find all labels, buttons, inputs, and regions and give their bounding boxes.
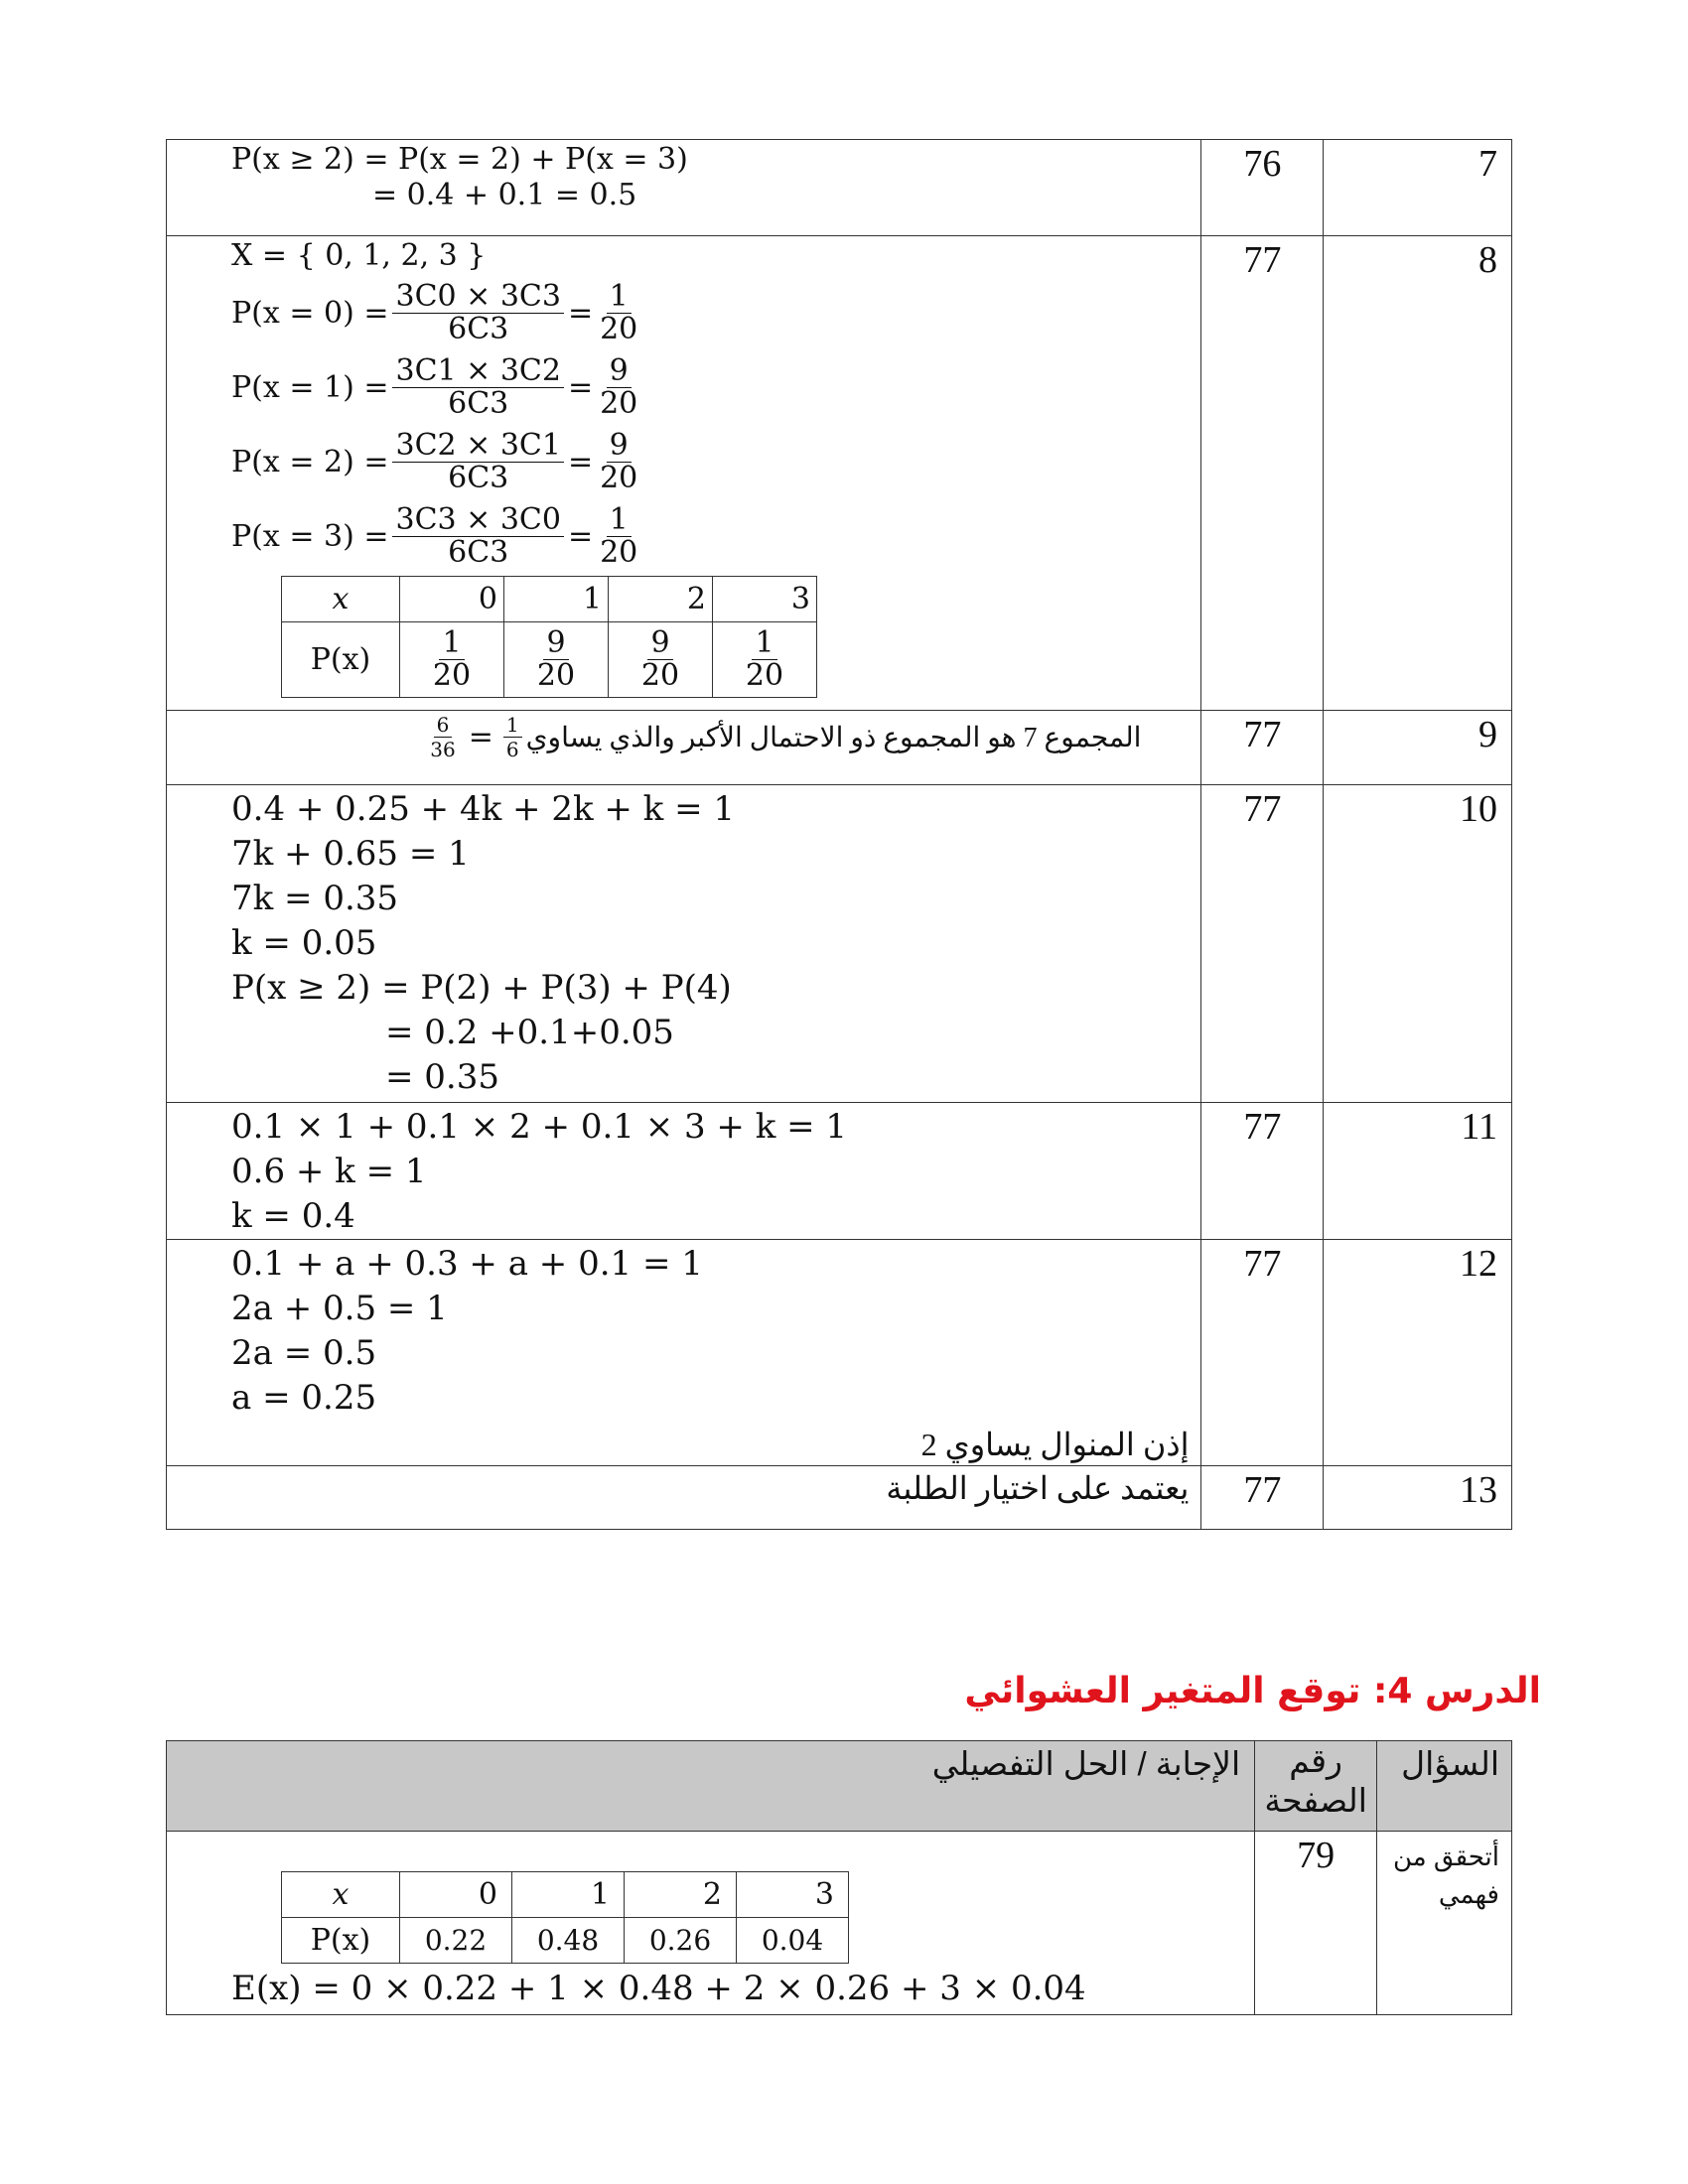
table-row: [167, 1466, 1512, 1530]
answer-line: 7k + 0.65 = 1: [231, 834, 470, 874]
question-number: 10: [1324, 785, 1512, 1103]
fraction-numerator: 3C3 × 3C0: [392, 504, 563, 537]
fraction-numerator: 3C2 × 3C1: [392, 430, 563, 463]
answer-header: الإجابة / الحل التفصيلي: [167, 1741, 1255, 1832]
fraction-numerator: 1: [607, 504, 632, 537]
p-row: [282, 622, 817, 698]
answer-line: k = 0.4: [231, 1196, 355, 1236]
table-row: [167, 236, 1512, 711]
combination-fraction: [392, 355, 563, 420]
answer-line: 0.1 × 1 + 0.1 × 2 + 0.1 × 3 + k = 1: [231, 1107, 848, 1147]
page-number: 77: [1201, 785, 1324, 1103]
table-row: [167, 1832, 1512, 2015]
question-number: 11: [1324, 1103, 1512, 1240]
question-label: أتحقق من فهمي: [1377, 1832, 1512, 2015]
page-number: 79: [1255, 1832, 1377, 2015]
x-value: 0: [400, 1872, 512, 1918]
result-fraction: [597, 281, 640, 345]
fraction-numerator: 3C1 × 3C2: [392, 355, 563, 388]
prob-lhs: P(x = 1) =: [231, 370, 389, 405]
answer-line: 7k = 0.35: [231, 879, 399, 918]
answer-text: يعتمد على اختيار الطلبة: [886, 1470, 1190, 1506]
distribution-table: [281, 576, 817, 698]
page-number: 77: [1201, 1240, 1324, 1466]
fraction-denominator: 6C3: [448, 461, 509, 495]
expectation-formula: E(x) = 0 × 0.22 + 1 × 0.48 + 2 × 0.26 + 3 × 0.04: [231, 1969, 1086, 2008]
equals-sign: =: [567, 445, 594, 479]
x-value: 3: [737, 1872, 849, 1918]
expectation-table: [166, 1740, 1512, 2015]
question-number: 12: [1324, 1240, 1512, 1466]
answer-cell: [167, 1466, 1201, 1530]
answer-line: 0.1 + a + 0.3 + a + 0.1 = 1: [231, 1244, 703, 1284]
fraction-denominator: 6: [505, 738, 519, 761]
page-number: 77: [1201, 236, 1324, 711]
answer-line: = 0.2 +0.1+0.05: [385, 1013, 674, 1052]
page-number: 77: [1201, 1103, 1324, 1240]
answer-line: k = 0.05: [231, 923, 377, 963]
x-value: 1: [512, 1872, 625, 1918]
answer-cell: [167, 785, 1201, 1103]
p-value: $\frac{9}{20}$: [504, 622, 609, 698]
answer-line: P(x ≥ 2) = P(x = 2) + P(x = 3): [231, 142, 688, 177]
table-row: [167, 1240, 1512, 1466]
equals-sign: =: [567, 519, 594, 554]
question-number: 13: [1324, 1466, 1512, 1530]
answer-line: = 0.4 + 0.1 = 0.5: [372, 178, 637, 212]
p-value: $\frac{1}{20}$: [400, 622, 504, 698]
question-number: 7: [1324, 140, 1512, 236]
prob-row: [231, 499, 1200, 574]
result-fraction: [597, 355, 640, 420]
x-value: 2: [609, 577, 713, 622]
prob-lhs: P(x = 0) =: [231, 296, 389, 331]
fraction-denominator: 20: [600, 461, 638, 495]
prob-row: [231, 276, 1200, 350]
prob-lhs: P(x = 3) =: [231, 519, 389, 554]
combination-fraction: [392, 281, 563, 345]
set-line: X = { 0, 1, 2, 3 }: [231, 238, 487, 273]
answer-cell: [167, 1240, 1201, 1466]
distribution-table: [281, 1871, 849, 1964]
x-row: [282, 577, 817, 622]
answer-cell: [167, 1103, 1201, 1240]
x-value: 1: [504, 577, 609, 622]
prob-row: [231, 350, 1200, 425]
fraction-numerator: 6: [434, 713, 453, 738]
fraction-numerator: 3C0 × 3C3: [392, 281, 563, 314]
equals-sign: =: [567, 296, 594, 331]
table-row: [167, 1103, 1512, 1240]
mode-note: إذن المنوال يساوي 2: [920, 1427, 1190, 1462]
prob-lhs: P(x = 2) =: [231, 445, 389, 479]
p-value: $\frac{9}{20}$: [609, 622, 713, 698]
fraction-denominator: 36: [430, 738, 456, 761]
answer-cell: [167, 711, 1201, 785]
x-value: 2: [625, 1872, 737, 1918]
lesson-heading: الدرس 4: توقع المتغير العشوائي: [964, 1671, 1541, 1711]
x-value: 0: [400, 577, 504, 622]
table-row: [167, 785, 1512, 1103]
probability-fraction: [503, 713, 522, 761]
question-header: السؤال: [1377, 1741, 1512, 1832]
page-number: 76: [1201, 140, 1324, 236]
answer-line: a = 0.25: [231, 1378, 377, 1418]
fraction-denominator: 20: [600, 386, 638, 421]
p-value: 0.04: [737, 1918, 849, 1964]
fraction-numerator: 1: [607, 281, 632, 314]
answer-line: 2a = 0.5: [231, 1333, 377, 1373]
combination-fraction: [392, 430, 563, 494]
solutions-table: [166, 139, 1512, 1530]
equals-sign: =: [468, 720, 493, 754]
fraction-denominator: 20: [600, 535, 638, 570]
answer-line: 0.4 + 0.25 + 4k + 2k + k = 1: [231, 789, 735, 829]
answer-line: 0.6 + k = 1: [231, 1152, 427, 1191]
probability-fraction: [427, 713, 458, 761]
answer-cell: [167, 140, 1201, 236]
result-fraction: [597, 430, 640, 494]
fraction-numerator: 9: [607, 430, 632, 463]
page-number: 77: [1201, 1466, 1324, 1530]
page-number: 77: [1201, 711, 1324, 785]
fraction-denominator: 6C3: [448, 386, 509, 421]
x-value: 3: [713, 577, 817, 622]
p-label: P(x): [282, 1918, 400, 1964]
page-header: رقم الصفحة: [1255, 1741, 1377, 1832]
p-value: 0.48: [512, 1918, 625, 1964]
fraction-denominator: 6C3: [448, 535, 509, 570]
table-row: [167, 140, 1512, 236]
prob-row: [231, 425, 1200, 499]
x-label: x: [282, 1872, 400, 1918]
p-value: $\frac{1}{20}$: [713, 622, 817, 698]
x-label: x: [282, 577, 400, 622]
p-label: P(x): [282, 622, 400, 698]
combination-fraction: [392, 504, 563, 569]
fraction-numerator: 9: [607, 355, 632, 388]
answer-cell: [167, 236, 1201, 711]
fraction-denominator: 6C3: [448, 312, 509, 346]
question-number: 9: [1324, 711, 1512, 785]
answer-line: P(x ≥ 2) = P(2) + P(3) + P(4): [231, 968, 732, 1008]
fraction-numerator: 1: [503, 713, 522, 738]
p-value: 0.22: [400, 1918, 512, 1964]
fraction-denominator: 20: [600, 312, 638, 346]
answer-cell: [167, 1832, 1255, 2015]
mode-statement: [423, 713, 1141, 761]
equals-sign: =: [567, 370, 594, 405]
statement-text: المجموع 7 هو المجموع ذو الاحتمال الأكبر والذي يساوي: [525, 722, 1142, 753]
question-number: 8: [1324, 236, 1512, 711]
answer-line: 2a + 0.5 = 1: [231, 1289, 448, 1328]
table-row: [167, 711, 1512, 785]
answer-line: = 0.35: [385, 1057, 499, 1097]
p-value: 0.26: [625, 1918, 737, 1964]
result-fraction: [597, 504, 640, 569]
x-row: [282, 1872, 849, 1918]
p-row: [282, 1918, 849, 1964]
probability-derivations: [231, 276, 1200, 574]
table-header-row: [167, 1741, 1512, 1832]
